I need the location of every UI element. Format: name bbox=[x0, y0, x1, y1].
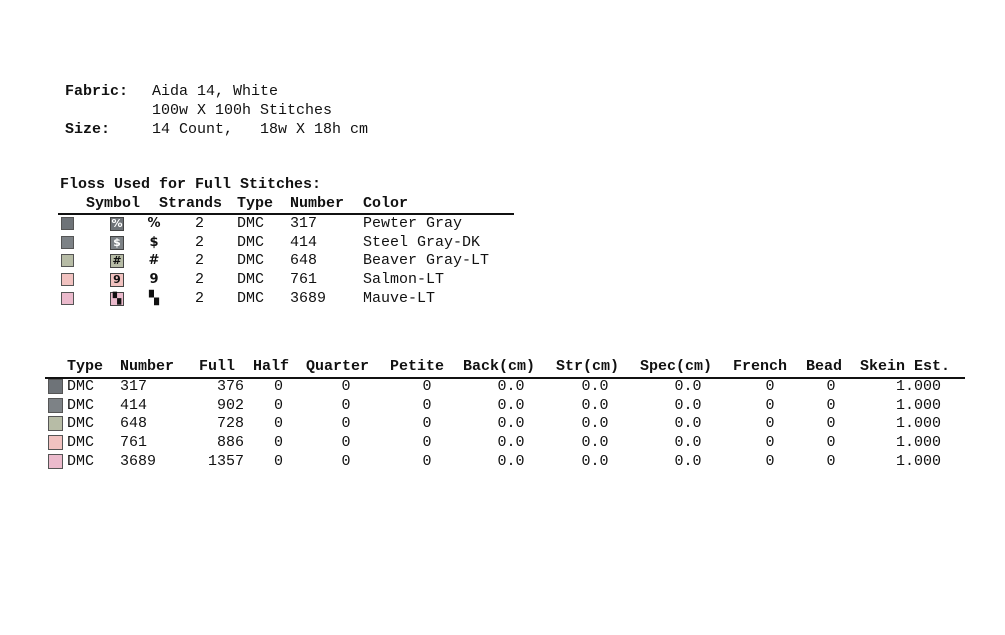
legend-header-strands: Strands bbox=[159, 195, 223, 212]
cell-bead: 0 bbox=[826, 397, 836, 414]
stitch-symbol: ▚ bbox=[149, 291, 159, 306]
cell-number: 3689 bbox=[120, 453, 157, 470]
table-header-half: Half bbox=[253, 358, 290, 375]
color-swatch bbox=[61, 273, 74, 286]
legend-type: DMC bbox=[237, 234, 265, 251]
cell-type: DMC bbox=[67, 378, 95, 395]
size-value: 14 Count, 18w X 18h cm bbox=[152, 121, 369, 138]
cell-quarter: 0 bbox=[341, 434, 351, 451]
stitch-symbol: # bbox=[148, 253, 160, 268]
cell-type: DMC bbox=[67, 415, 95, 432]
cell-french: 0 bbox=[765, 453, 775, 470]
symbol-swatch: ▚ bbox=[110, 292, 124, 306]
legend-header-number: Number bbox=[290, 195, 345, 212]
cell-half: 0 bbox=[274, 434, 284, 451]
cell-petite: 0 bbox=[422, 397, 432, 414]
legend-type: DMC bbox=[237, 290, 265, 307]
cell-full: 886 bbox=[216, 434, 244, 451]
legend-color-name: Pewter Gray bbox=[363, 215, 463, 232]
cell-quarter: 0 bbox=[341, 397, 351, 414]
legend-color-name: Salmon-LT bbox=[363, 271, 445, 288]
legend-number: 761 bbox=[290, 271, 318, 288]
floss-legend-title: Floss Used for Full Stitches: bbox=[60, 176, 322, 193]
legend-number: 414 bbox=[290, 234, 318, 251]
fabric-value: Aida 14, White bbox=[152, 83, 279, 100]
legend-header-color: Color bbox=[363, 195, 409, 212]
color-swatch bbox=[48, 416, 63, 431]
color-swatch bbox=[48, 435, 63, 450]
table-header-spec: Spec(cm) bbox=[640, 358, 713, 375]
color-swatch bbox=[48, 398, 63, 413]
color-swatch bbox=[61, 292, 74, 305]
cell-skein: 1.000 bbox=[895, 378, 941, 395]
cell-spec: 0.0 bbox=[674, 434, 702, 451]
legend-strands: 2 bbox=[195, 290, 205, 307]
legend-header-type: Type bbox=[237, 195, 274, 212]
cell-petite: 0 bbox=[422, 415, 432, 432]
cell-petite: 0 bbox=[422, 378, 432, 395]
cell-back: 0.0 bbox=[497, 415, 525, 432]
legend-number: 317 bbox=[290, 215, 318, 232]
cell-number: 761 bbox=[120, 434, 148, 451]
cell-half: 0 bbox=[274, 378, 284, 395]
legend-header-symbol: Symbol bbox=[86, 195, 141, 212]
cell-spec: 0.0 bbox=[674, 453, 702, 470]
cell-skein: 1.000 bbox=[895, 453, 941, 470]
stitch-symbol: % bbox=[147, 216, 161, 231]
table-header-type: Type bbox=[67, 358, 104, 375]
color-swatch bbox=[61, 254, 74, 267]
cell-type: DMC bbox=[67, 453, 95, 470]
cell-number: 317 bbox=[120, 378, 148, 395]
legend-number: 648 bbox=[290, 252, 318, 269]
legend-type: DMC bbox=[237, 271, 265, 288]
cell-str: 0.0 bbox=[581, 434, 609, 451]
cell-skein: 1.000 bbox=[895, 415, 941, 432]
cell-full: 376 bbox=[216, 378, 244, 395]
cell-str: 0.0 bbox=[581, 453, 609, 470]
legend-strands: 2 bbox=[195, 271, 205, 288]
stitch-symbol: $ bbox=[149, 235, 159, 250]
cell-number: 648 bbox=[120, 415, 148, 432]
legend-strands: 2 bbox=[195, 215, 205, 232]
fabric-label: Fabric: bbox=[65, 83, 129, 100]
legend-strands: 2 bbox=[195, 252, 205, 269]
cell-quarter: 0 bbox=[341, 378, 351, 395]
cell-type: DMC bbox=[67, 397, 95, 414]
cell-back: 0.0 bbox=[497, 434, 525, 451]
symbol-swatch: 9 bbox=[110, 273, 124, 287]
cell-bead: 0 bbox=[826, 453, 836, 470]
cell-full: 728 bbox=[216, 415, 244, 432]
cell-str: 0.0 bbox=[581, 415, 609, 432]
legend-type: DMC bbox=[237, 252, 265, 269]
cell-spec: 0.0 bbox=[674, 378, 702, 395]
cell-full: 902 bbox=[216, 397, 244, 414]
symbol-swatch: # bbox=[110, 254, 124, 268]
cell-skein: 1.000 bbox=[895, 434, 941, 451]
stitch-count-value: 100w X 100h Stitches bbox=[152, 102, 333, 119]
cell-quarter: 0 bbox=[341, 415, 351, 432]
cell-petite: 0 bbox=[422, 453, 432, 470]
legend-number: 3689 bbox=[290, 290, 327, 307]
table-header-number: Number bbox=[120, 358, 175, 375]
symbol-swatch: $ bbox=[110, 236, 124, 250]
cell-back: 0.0 bbox=[497, 453, 525, 470]
cell-number: 414 bbox=[120, 397, 148, 414]
cell-full: 1357 bbox=[207, 453, 244, 470]
cell-skein: 1.000 bbox=[895, 397, 941, 414]
table-header-skein: Skein Est. bbox=[860, 358, 951, 375]
cell-french: 0 bbox=[765, 415, 775, 432]
cell-bead: 0 bbox=[826, 415, 836, 432]
cell-str: 0.0 bbox=[581, 378, 609, 395]
cell-french: 0 bbox=[765, 434, 775, 451]
table-header-quarter: Quarter bbox=[306, 358, 370, 375]
stitch-symbol: 9 bbox=[149, 272, 159, 287]
color-swatch bbox=[48, 454, 63, 469]
cell-back: 0.0 bbox=[497, 397, 525, 414]
color-swatch bbox=[61, 236, 74, 249]
cell-petite: 0 bbox=[422, 434, 432, 451]
cell-quarter: 0 bbox=[341, 453, 351, 470]
legend-strands: 2 bbox=[195, 234, 205, 251]
cell-half: 0 bbox=[274, 397, 284, 414]
cell-str: 0.0 bbox=[581, 397, 609, 414]
cell-back: 0.0 bbox=[497, 378, 525, 395]
legend-color-name: Steel Gray-DK bbox=[363, 234, 481, 251]
legend-color-name: Beaver Gray-LT bbox=[363, 252, 490, 269]
table-header-back: Back(cm) bbox=[463, 358, 536, 375]
cell-half: 0 bbox=[274, 453, 284, 470]
cell-type: DMC bbox=[67, 434, 95, 451]
cell-spec: 0.0 bbox=[674, 397, 702, 414]
legend-type: DMC bbox=[237, 215, 265, 232]
color-swatch bbox=[61, 217, 74, 230]
size-label: Size: bbox=[65, 121, 111, 138]
table-header-full: Full bbox=[199, 358, 236, 375]
table-header-petite: Petite bbox=[390, 358, 445, 375]
table-header-french: French bbox=[733, 358, 788, 375]
table-header-str: Str(cm) bbox=[556, 358, 620, 375]
cell-french: 0 bbox=[765, 378, 775, 395]
symbol-swatch: % bbox=[111, 217, 123, 230]
cell-spec: 0.0 bbox=[674, 415, 702, 432]
legend-color-name: Mauve-LT bbox=[363, 290, 436, 307]
cell-bead: 0 bbox=[826, 434, 836, 451]
color-swatch bbox=[48, 379, 63, 394]
cell-french: 0 bbox=[765, 397, 775, 414]
cell-bead: 0 bbox=[826, 378, 836, 395]
cell-half: 0 bbox=[274, 415, 284, 432]
table-header-bead: Bead bbox=[806, 358, 843, 375]
